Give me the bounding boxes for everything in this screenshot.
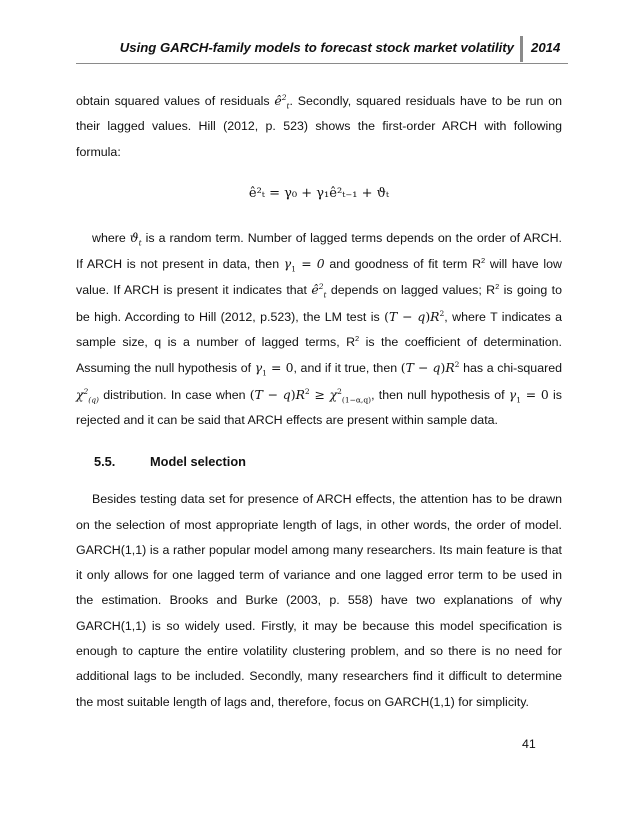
math-residual-squared: $ê^2_t$	[274, 92, 290, 111]
text-run: , and if it true, then	[293, 361, 401, 376]
paragraph-intro	[76, 88, 562, 165]
header-year: 2014	[531, 40, 561, 55]
text-run: is the coefficient of determination. Assuming the null hypothesis of	[76, 335, 562, 376]
text-run: obtain squared values of residuals	[76, 94, 275, 108]
section-number: 5.5.	[94, 454, 116, 470]
text-run: will have low value. If ARCH is present it indicates that	[76, 257, 562, 298]
arch-formula: ê²ₜ = γ₀ + γ₁ê²ₜ₋₁ + ϑₜ	[248, 185, 390, 201]
page-body	[76, 88, 562, 715]
math-theta-t: $ϑ_t$	[129, 229, 142, 248]
header-separator	[520, 36, 523, 62]
paragraph-model-selection: Besides testing data set for presence of ARCH effects, the attention has to be drawn on the selection of most appropriate length of lags, in other words, the order of model. GARCH(1,1) is a rather popular model among many researchers. Its main feature is that it only allows for one lagged term of variance and one lagged error term to be used in the estimation. Brooks and Burke (2003, p. 558) have two explanations of why GARCH(1,1) is so widely used. Firstly, it may be because this model specification is enough to capture the entire volatility clustering problem, and so there is no need for additional lags to be included. Secondly, many researchers find it difficult to determine the most suitable length of lags and, therefore, focus on GARCH(1,1) for simplicity.	[76, 492, 562, 709]
header-rule	[76, 63, 568, 64]
math-gamma-zero: $\gamma_1 = 0$	[508, 386, 549, 405]
math-inequality: $(T - q)R^2 \ge \chi^2_{(1-\alpha,q)}$	[249, 386, 372, 405]
text-run: depends on lagged values; R	[326, 283, 496, 298]
section-heading	[94, 451, 562, 473]
text-run: has a chi-squared	[459, 361, 562, 376]
math-gamma-zero: $\gamma_1 = 0$	[283, 256, 325, 274]
math-gamma-zero: $\gamma_1 = 0$	[254, 360, 294, 378]
text-run: is rejected and it can be said that ARCH effects are present within sample data.	[76, 387, 562, 427]
math-lm-stat: $(T - q)R^2$	[384, 308, 445, 324]
text-run: where	[92, 230, 130, 245]
page-number: 41	[522, 737, 536, 751]
text-run: and goodness of fit term R	[324, 257, 482, 272]
text-run: is going to be high. According to Hill (2012, p.523), the LM test is	[76, 283, 562, 324]
header-title: Using GARCH-family models to forecast stock market volatility	[119, 40, 514, 55]
text-run: is a random term. Number of lagged terms depends on the order of ARCH. If ARCH is not present in data, then	[76, 230, 562, 272]
math-lm-stat: $(T - q)R^2$	[400, 360, 460, 376]
section-title: Model selection	[150, 454, 246, 470]
text-run: . Secondly, squared residuals have to be run on their lagged values. Hill (2012, p. 523) shows the first-order ARCH with following formula:	[76, 94, 562, 159]
paragraph-arch-test: where $ϑ_t$ is a random term. Number of lagged terms depends on the order of ARCH. If ARCH is not present in data, then $\gamma_1 = 0$ and goodness of fit term $R^2$ will have low value. If ARCH is present it indicates that $ê^2_t$ depends on lagged values; $R^2$ is going to be high. According to Hill (2012, p.523), the LM test is $(T - q)R^2$, where T indicates a sample size, q is a number of lagged terms, $R^2$ is the coefficient of determination. Assuming the null hypothesis of $\gamma_1 = 0$, and if it true, then $(T - q)R^2$ has a chi-squared $\chi^2_{(q)}$ distribution. In case when $(T - q)R^2 \ge \chi^2_{(1-\alpha,q)}$, then null hypothesis of $\gamma_1 = 0$ is rejected and it can be said that ARCH effects are present within sample data.	[76, 229, 563, 427]
text-run: distribution. In case when	[98, 387, 250, 402]
text-run: , then null hypothesis of	[371, 387, 509, 402]
page-header	[0, 36, 638, 66]
math-chi-squared: $\chi^2_{(q)}$	[76, 386, 99, 405]
math-residual-squared: $ê^2_t$	[311, 282, 327, 300]
text-run: , where T indicates a sample size, q is a number of lagged terms, R	[76, 309, 563, 350]
